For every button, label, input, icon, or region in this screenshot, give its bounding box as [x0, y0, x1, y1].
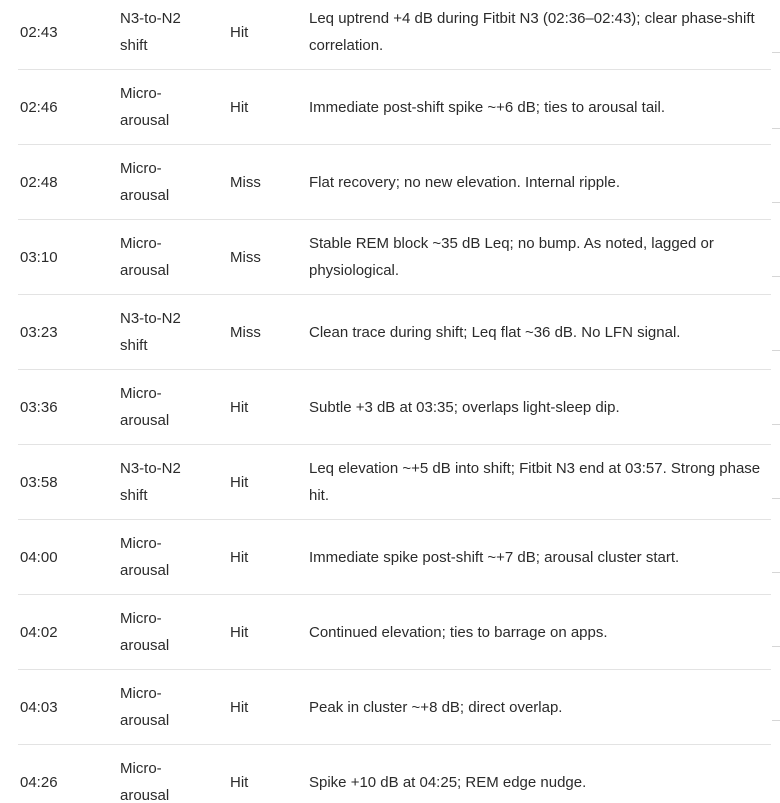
- match-cell: Hit: [230, 98, 249, 116]
- event-cell: Micro-arousal: [120, 85, 170, 129]
- notes-cell: Immediate spike post-shift ~+7 dB; arousal cluster start.: [309, 548, 680, 566]
- scroll-tick: [772, 350, 780, 351]
- event-cell: Micro-arousal: [120, 160, 170, 204]
- scroll-tick: [772, 202, 780, 203]
- match-cell: Miss: [230, 248, 261, 266]
- time-cell: 04:00: [20, 548, 58, 566]
- scroll-tick: [772, 424, 780, 425]
- match-cell: Hit: [230, 398, 249, 416]
- table-row: [18, 670, 771, 745]
- table-row: [18, 595, 771, 670]
- time-cell: 03:36: [20, 398, 58, 416]
- table-row: [18, 220, 771, 295]
- events-table: [18, 0, 771, 803]
- table-row: [18, 0, 771, 70]
- table-row: [18, 745, 771, 803]
- time-cell: 03:10: [20, 248, 58, 266]
- match-cell: Hit: [230, 623, 249, 641]
- notes-cell: Spike +10 dB at 04:25; REM edge nudge.: [309, 773, 587, 791]
- notes-cell: Clean trace during shift; Leq flat ~36 dB. No LFN signal.: [309, 323, 681, 341]
- scroll-tick: [772, 498, 780, 499]
- notes-cell: Immediate post-shift spike ~+6 dB; ties to arousal tail.: [309, 98, 666, 116]
- event-cell: Micro-arousal: [120, 760, 170, 803]
- table-row: [18, 145, 771, 220]
- notes-cell: Leq elevation ~+5 dB into shift; Fitbit N3 end at 03:57. Strong phase hit.: [309, 460, 761, 504]
- event-cell: Micro-arousal: [120, 385, 170, 429]
- table-row: [18, 295, 771, 370]
- table-row: [18, 70, 771, 145]
- event-cell: Micro-arousal: [120, 535, 170, 579]
- match-cell: Hit: [230, 23, 249, 41]
- time-cell: 04:26: [20, 773, 58, 791]
- match-cell: Hit: [230, 773, 249, 791]
- match-cell: Hit: [230, 698, 249, 716]
- event-cell: N3-to-N2 shift: [120, 310, 181, 354]
- scroll-tick: [772, 646, 780, 647]
- match-cell: Miss: [230, 323, 261, 341]
- notes-cell: Peak in cluster ~+8 dB; direct overlap.: [309, 698, 563, 716]
- scroll-tick: [772, 720, 780, 721]
- time-cell: 03:58: [20, 473, 58, 491]
- time-cell: 03:23: [20, 323, 58, 341]
- scroll-tick: [772, 572, 780, 573]
- time-cell: 04:03: [20, 698, 58, 716]
- event-cell: N3-to-N2 shift: [120, 460, 181, 504]
- time-cell: 04:02: [20, 623, 58, 641]
- time-cell: 02:46: [20, 98, 58, 116]
- match-cell: Hit: [230, 473, 249, 491]
- time-cell: 02:43: [20, 23, 58, 41]
- notes-cell: Subtle +3 dB at 03:35; overlaps light-sleep dip.: [309, 398, 620, 416]
- notes-cell: Stable REM block ~35 dB Leq; no bump. As noted, lagged or physiological.: [309, 235, 714, 279]
- notes-cell: Flat recovery; no new elevation. Internal ripple.: [309, 173, 620, 191]
- scroll-tick: [772, 276, 780, 277]
- table-row: [18, 520, 771, 595]
- event-cell: Micro-arousal: [120, 610, 170, 654]
- event-cell: N3-to-N2 shift: [120, 10, 181, 54]
- notes-cell: Continued elevation; ties to barrage on apps.: [309, 623, 608, 641]
- table-row: [18, 370, 771, 445]
- match-cell: Miss: [230, 173, 261, 191]
- time-cell: 02:48: [20, 173, 58, 191]
- event-cell: Micro-arousal: [120, 235, 170, 279]
- scroll-tick: [772, 52, 780, 53]
- event-cell: Micro-arousal: [120, 685, 170, 729]
- notes-cell: Leq uptrend +4 dB during Fitbit N3 (02:36–02:43); clear phase-shift correlation.: [309, 10, 755, 54]
- table-row: [18, 445, 771, 520]
- match-cell: Hit: [230, 548, 249, 566]
- scroll-tick: [772, 128, 780, 129]
